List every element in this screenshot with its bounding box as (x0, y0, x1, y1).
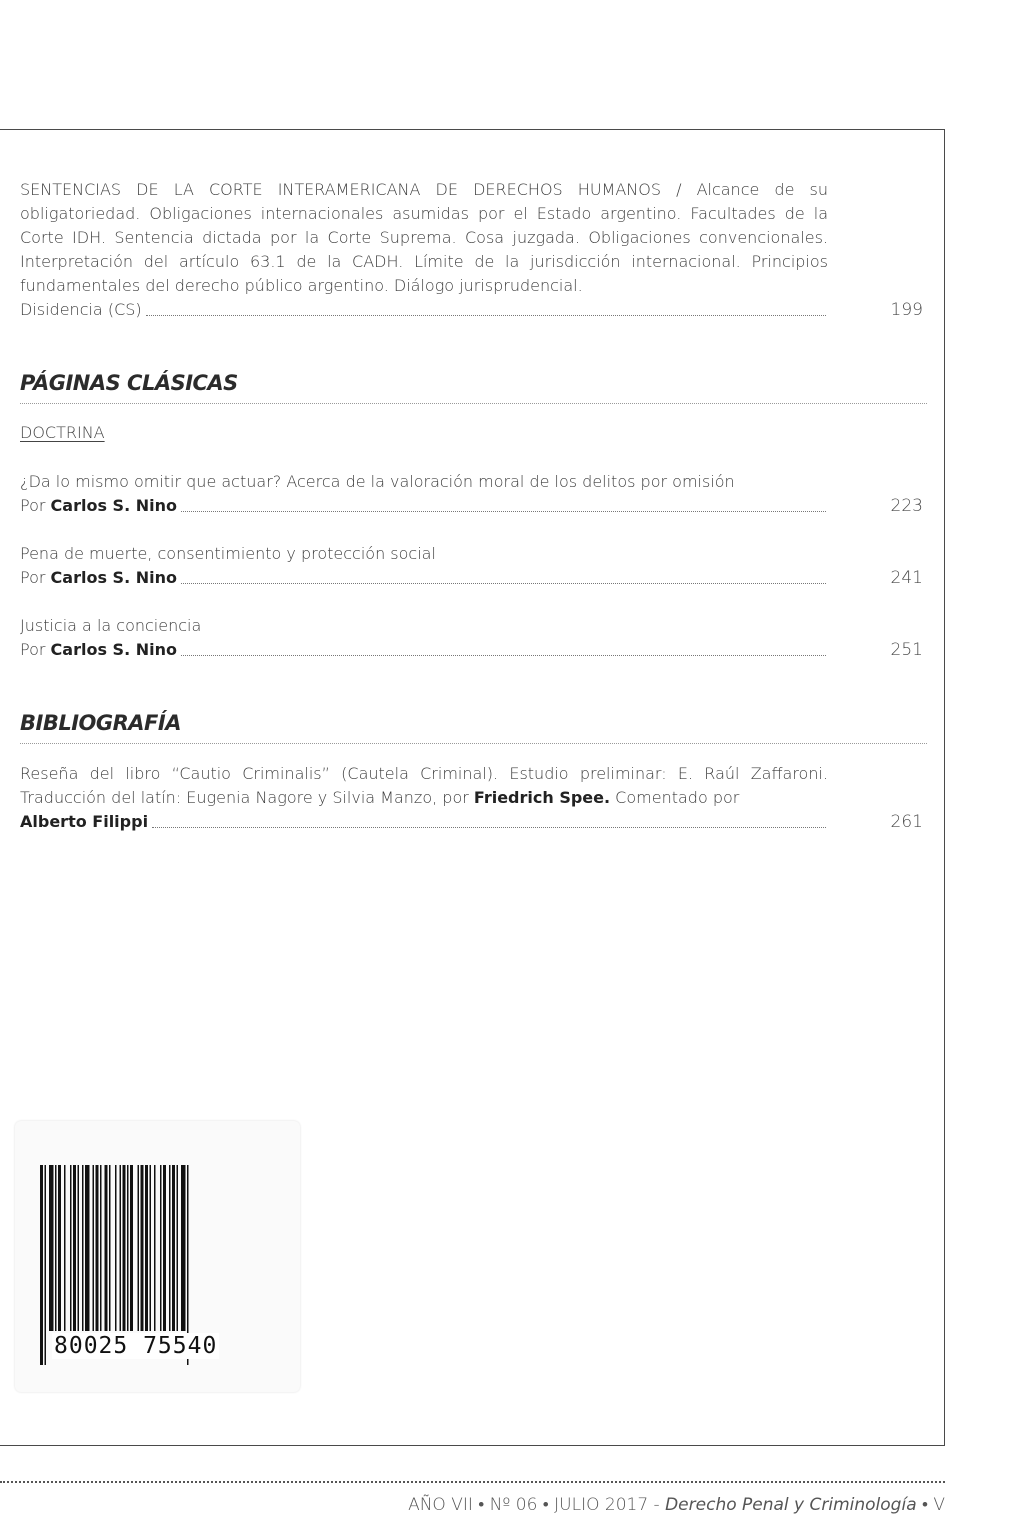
barcode-bar (154, 1165, 156, 1331)
entry-text-a: Reseña del libro “Cautio Criminalis” (Cautela Criminal). Estudio preliminar: E. Raúl Zaffaroni. Traducción del latín: Eugenia Nagore y Silvia Manzo, por (20, 764, 828, 807)
toc-entry-sentencias[interactable] (20, 178, 925, 322)
barcode-bar (82, 1165, 84, 1331)
barcode-bar (40, 1165, 43, 1365)
footer-divider (0, 1481, 945, 1483)
barcode-bar (96, 1165, 99, 1331)
entry-title: Pena de muerte, consentimiento y protección social (20, 544, 436, 563)
barcode-bar (141, 1165, 144, 1331)
barcode-bar (78, 1165, 80, 1331)
page-number: 223 (890, 496, 923, 516)
entry-last-line: Disidencia (CS) (20, 300, 142, 319)
barcode-bar (85, 1165, 90, 1331)
barcode-bar (172, 1165, 175, 1331)
barcode-bar (109, 1165, 111, 1331)
dot-leader (146, 314, 826, 316)
author-name-filippi: Alberto Filippi (20, 812, 149, 831)
section-title-paginas-clasicas: PÁGINAS CLÁSICAS (20, 371, 927, 404)
page-number: 241 (890, 568, 923, 588)
page-number: 251 (890, 640, 923, 660)
section-title-bibliografia: BIBLIOGRAFÍA (20, 711, 927, 744)
barcode-bar (181, 1165, 186, 1331)
page-number: 261 (890, 812, 923, 832)
barcode-bar (64, 1165, 66, 1331)
dot-leader (152, 826, 826, 828)
barcode-bar (100, 1165, 102, 1331)
toc-entry-item-1[interactable] (20, 470, 925, 518)
author-name-spee: Friedrich Spee. (473, 788, 611, 807)
barcode-bar (93, 1165, 95, 1331)
barcode-bar (138, 1165, 140, 1331)
footer-journal: Derecho Penal y Criminología (665, 1495, 917, 1515)
por-label: Por (20, 640, 46, 659)
por-label: Por (20, 568, 46, 587)
page-footer (408, 1495, 945, 1515)
entry-text (20, 762, 828, 810)
barcode-bar (120, 1165, 122, 1331)
barcode-bar (130, 1165, 133, 1331)
author-name: Carlos S. Nino (50, 640, 177, 659)
toc-entry-item-3[interactable] (20, 614, 925, 662)
subsection-doctrina[interactable]: DOCTRINA (20, 423, 105, 442)
barcode-bar (123, 1165, 126, 1331)
leader-line (20, 298, 828, 322)
barcode-bar (145, 1165, 148, 1331)
barcode-bar (45, 1165, 47, 1365)
barcode-bar (163, 1165, 166, 1331)
leader-line (20, 810, 828, 834)
footer-suffix: • V (916, 1495, 945, 1515)
entry-title: Justicia a la conciencia (20, 616, 202, 635)
dot-leader (181, 582, 826, 584)
barcode-bar (105, 1165, 108, 1331)
barcode-bar (49, 1165, 54, 1331)
leader-line (20, 494, 828, 518)
barcode-bar (177, 1165, 179, 1331)
barcode-bar (73, 1165, 76, 1331)
barcode-bar (70, 1165, 72, 1331)
toc-entry-bibliografia[interactable] (20, 762, 925, 834)
page-number: 199 (890, 300, 923, 320)
por-label: Por (20, 496, 46, 515)
leader-line (20, 566, 828, 590)
barcode-bar (160, 1165, 162, 1331)
barcode-bar (55, 1165, 57, 1331)
entry-text-b: Comentado por (615, 788, 740, 807)
barcode-number: 80025 75540 (54, 1333, 218, 1359)
barcode-bar (115, 1165, 117, 1331)
barcode-bar (169, 1165, 171, 1331)
author-name: Carlos S. Nino (50, 568, 177, 587)
toc-entry-item-2[interactable] (20, 542, 925, 590)
entry-text: SENTENCIAS DE LA CORTE INTERAMERICANA DE DERECHOS HUMANOS / Alcance de su obligatoriedad. Obligaciones internacionales asumidas por el Estado argentino. Facultades de la Corte IDH. Sentencia dictada por la Corte Suprema. Cosa juzgada. Obligaciones convencionales. Interpretación del artículo 63.1 de la CADH. Límite de la jurisdicción internacional. Principios fundamentales del derecho público argentino. Diálogo jurisprudencial. (20, 180, 828, 295)
barcode-bar (127, 1165, 129, 1331)
barcode-bar (150, 1165, 152, 1331)
entry-title: ¿Da lo mismo omitir que actuar? Acerca de la valoración moral de los delitos por omisión (20, 472, 735, 491)
leader-line (20, 638, 828, 662)
dot-leader (181, 654, 826, 656)
barcode-bar (58, 1165, 61, 1331)
dot-leader (181, 510, 826, 512)
author-name: Carlos S. Nino (50, 496, 177, 515)
footer-prefix: AÑO VII • Nº 06 • JULIO 2017 - (408, 1495, 666, 1515)
